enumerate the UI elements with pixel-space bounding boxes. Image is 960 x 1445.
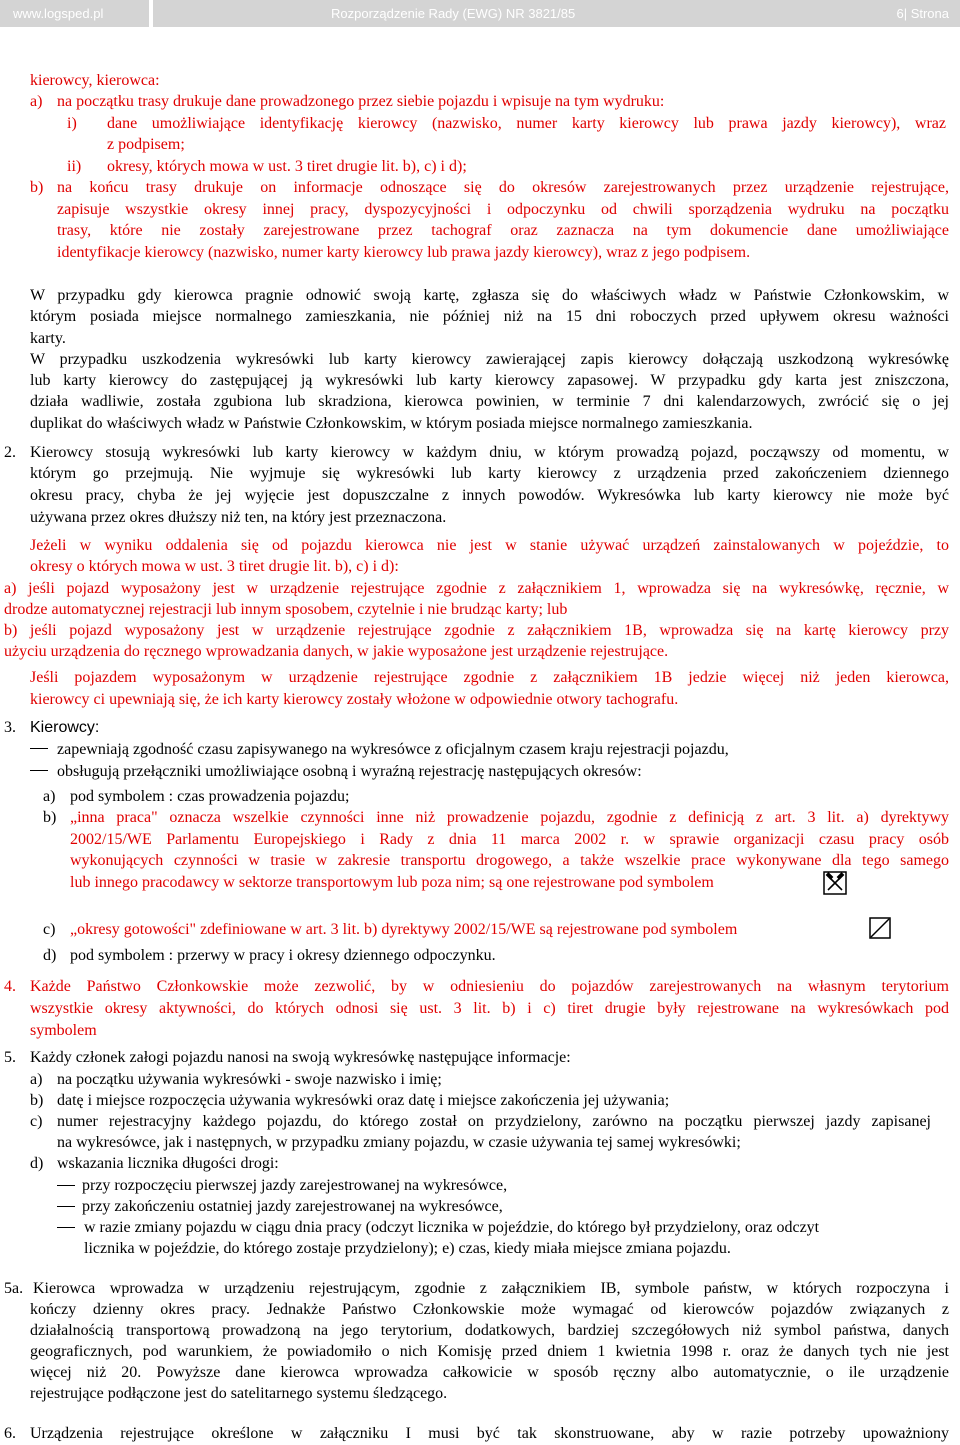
paragraph-line: okresy o których mowa w ust. 3 tiret drugie lit. b), c) i d): — [30, 558, 399, 575]
paragraph-line: „inna praca" oznacza wszelkie czynności inne niż prowadzenie pojazdu, zgodnie z definicją z art. 3 lit. a) dyrektywy — [70, 809, 949, 826]
list-item-text: zapewniają zgodność czasu zapisywanego na wykresówce z oficjalnym czasem kraju rejestracji pojazdu, — [57, 741, 729, 758]
paragraph-line: Jeżeli w wyniku oddalenia się od pojazdu kierowca nie jest w stanie używać urządzeń zainstalowanych w pojeździe, to — [30, 537, 949, 554]
paragraph-line: na wykresówce, jak i następnych, w przypadku zmiany pojazdu, w czasie używania tej samej wykresówki; — [57, 1134, 741, 1151]
list-item-text: dane umożliwiające identyfikację kierowcy (nazwisko, numer karty kierowcy lub prawa jazdy kierowcy), wraz — [107, 115, 946, 132]
paragraph-line: którym go przejmują. Nie wyjmuje się wykresówki lub karty kierowcy z urządzenia przed zakończeniem dziennego — [30, 465, 949, 482]
dash-bullet — [30, 748, 48, 749]
paragraph-line: duplikat do właściwych władz w Państwie Członkowskim, w którym posiada miejsce normalnego zamieszkania. — [30, 415, 753, 432]
list-item-text: wskazania licznika długości drogi: — [57, 1155, 279, 1172]
paragraph-line: działa wadliwie, została zgubiona lub skradziona, kierowca powinien, w terminie 7 dni kalendarzowych, zwrócić się o jej — [30, 393, 949, 410]
paragraph-line: Jeśli pojazdem wyposażonym w urządzenie rejestrujące zgodnie z załącznikiem 1B jedzie więcej niż jeden kierowca, — [30, 669, 949, 686]
list-marker: b) — [43, 809, 57, 826]
paragraph-line: b) jeśli pojazd wyposażony jest w urządzenie rejestrujące zgodnie z załącznikiem 1B, wprowadza się na kartę kierowcy przy — [4, 622, 949, 639]
list-marker: d) — [30, 1155, 44, 1172]
paragraph-line: a) jeśli pojazd wyposażony jest w urządzenie rejestrujące zgodnie z załącznikiem 1, wprowadza się na wykresówkę, ręcznie, w — [4, 580, 949, 597]
paragraph-line: lub karty kierowcy do zastępującej ją wykresówki lub karty kierowcy zapasowej. W przypadku gdy karta jest zniszczona, — [30, 372, 949, 389]
paragraph-line: używana przez okres dłuższy niż ten, na który jest przeznaczona. — [30, 509, 447, 526]
list-item-text: datę i miejsce rozpoczęcia używania wykresówki oraz datę i miejsce zakończenia jej używania; — [57, 1092, 670, 1109]
list-marker: a) — [30, 1071, 43, 1088]
paragraph-line: kończy dzienny okres pracy. Jednakże Państwo Członkowskie może wymagać od kierowców pojazdów związanych z — [30, 1301, 949, 1318]
section-number: 2. — [4, 444, 16, 461]
list-marker: c) — [43, 921, 56, 938]
paragraph-line: rejestrujące podłączone jest do satelitarnego systemu śledzącego. — [30, 1385, 448, 1402]
paragraph-line: wykonujących czynności w trasie w zakresie transportu drogowego, a także wszelkie prace wykonywane dla tego samego — [70, 852, 949, 869]
paragraph-line: 2002/15/WE Parlamentu Europejskiego i Rady z dnia 11 marca 2002 r. w sprawie organizacji czasu pracy osób — [70, 831, 949, 848]
paragraph-line: więcej niż 20. Powyższe dane kierowca wprowadza całkowicie w sposób ręczny albo automatycznie, o ile urządzenie — [30, 1364, 949, 1381]
list-marker: a) — [30, 93, 43, 110]
crossed-hammers-icon — [823, 871, 847, 895]
paragraph-line: Urządzenia rejestrujące określone w załączniku I musi być tak skonstruowane, aby w razie potrzeby upoważniony — [30, 1425, 949, 1442]
list-marker: d) — [43, 947, 57, 964]
section-number: 5. — [4, 1049, 16, 1066]
list-item-text: obsługują przełączniki umożliwiające osobną i wyraźną rejestrację następujących okresów: — [57, 763, 642, 780]
list-marker: a) — [43, 788, 56, 805]
paragraph-line: geograficznych, pod warunkiem, że powiadomiło o nich Komisję przed dniem 1 kwietnia 1998 r. oraz że danych tych nie jest — [30, 1343, 949, 1360]
list-item-text: na początku używania wykresówki - swoje nazwisko i imię; — [57, 1071, 442, 1088]
paragraph-line: Każdy członek załogi pojazdu nanosi na swoją wykresówkę następujące informacje: — [30, 1049, 571, 1066]
paragraph-line: okresu pracy, chyba że jej wyjęcie jest dopuszczalne z innych powodów. Wykresówka lub karty kierowcy nie może być — [30, 487, 949, 504]
header-bar — [153, 0, 960, 27]
paragraph-line: symbolem — [30, 1022, 97, 1039]
paragraph-line: numer rejestracyjny każdego pojazdu, do którego został on przydzielony, zarówno na początku pierwszej jazdy zapisanej — [57, 1113, 931, 1130]
section-number: 6. — [4, 1425, 16, 1442]
paragraph-line: trasy, które nie zostały zarejestrowane przez tachograf oraz zaznacza na tym dokumencie dane umożliwiające — [57, 222, 949, 239]
dash-bullet — [30, 770, 48, 771]
dash-bullet — [57, 1185, 75, 1186]
list-item-text: „okresy gotowości" zdefiniowane w art. 3 lit. b) dyrektywy 2002/15/WE są rejestrowane pod symbolem — [70, 921, 738, 938]
paragraph-line: W przypadku uszkodzenia wykresówki lub karty kierowcy zawierającej zapis kierowcy dołączają uszkodzoną wykresówkę — [30, 351, 949, 368]
paragraph-line: Każde Państwo Członkowskie może zezwolić, by w odniesieniu do pojazdów zarejestrowanych na własnym terytorium — [30, 978, 949, 995]
list-marker: b) — [30, 1092, 44, 1109]
list-item-text: z podpisem; — [107, 136, 185, 153]
list-item-text: pod symbolem : przerwy w pracy i okresy dziennego odpoczynku. — [70, 947, 496, 964]
list-marker: i) — [67, 115, 77, 132]
list-item-text: przy zakończeniu ostatniej jazdy zarejestrowanej na wykresówce, — [82, 1198, 503, 1215]
site-link[interactable]: www.logsped.pl — [0, 0, 149, 27]
paragraph-line: drodze automatycznej rejestracji lub innym sposobem, czytelnie i nie brudząc karty; lub — [4, 601, 568, 618]
paragraph-line: kierowcy ci upewniają się, że ich karty kierowcy zostały włożone w odpowiednie otwory tachografu. — [30, 691, 679, 708]
list-item-text: w razie zmiany pojazdu w ciągu dnia pracy (odczyt licznika w pojeździe, do którego był przydzielony, oraz odczyt — [84, 1219, 820, 1236]
paragraph-line: karty. — [30, 330, 66, 347]
page-number: 6| Strona — [896, 6, 949, 21]
list-marker: ii) — [67, 158, 82, 175]
section-number: 4. — [4, 978, 16, 995]
list-item-text: przy rozpoczęciu pierwszej jazdy zarejestrowanej na wykresówce, — [82, 1177, 508, 1194]
paragraph-line: na końcu trasy drukuje on informacje odnoszące się do okresów zarejestrowanych przez urządzenie rejestrujące, — [57, 179, 949, 196]
list-item-text: na początku trasy drukuje dane prowadzonego przez siebie pojazdu i wpisuje na tym wydruku: — [57, 93, 665, 110]
dash-bullet — [57, 1227, 75, 1228]
dash-bullet — [57, 1206, 75, 1207]
paragraph-line: użyciu urządzenia do ręcznego wprowadzania danych, w jakie wyposażone jest urządzenie rejestrujące. — [4, 643, 669, 660]
paragraph-line: wszystkie okresy aktywności, do których odnosi się ust. 3 lit. b) i c) tiret drugie były rejestrowane na wykresówkach pod — [30, 1000, 949, 1017]
section-label: Kierowcy: — [30, 719, 100, 736]
paragraph-line: którym posiada miejsce normalnego zamieszkania, nie później niż na 15 dni roboczych przed upływem okresu ważności — [30, 308, 949, 325]
availability-symbol-icon — [869, 917, 891, 939]
section-number: 5a. — [4, 1280, 24, 1297]
list-item-text: licznika w pojeździe, do którego zostaje przydzielony); e) czas, kiedy miała miejsce zmiana pojazdu. — [84, 1240, 731, 1257]
list-marker: c) — [30, 1113, 43, 1130]
paragraph-line: W przypadku gdy kierowca pragnie odnowić swoją kartę, zgłasza się do właściwych władz w Państwie Członkowskim, w — [30, 287, 949, 304]
document-title: Rozporządzenie Rady (EWG) NR 3821/85 — [331, 6, 576, 21]
paragraph-line: zapisuje wszystkie okresy innej pracy, dyspozycyjności i odpoczynku od chwili sporządzenia wydruku na początku — [57, 201, 949, 218]
list-item-text: pod symbolem : czas prowadzenia pojazdu; — [70, 788, 350, 805]
list-marker: b) — [30, 179, 44, 196]
paragraph-line: Kierowcy stosują wykresówki lub karty kierowcy w każdym dniu, w którym prowadzą pojazd, począwszy od momentu, w — [30, 444, 949, 461]
paragraph-line: działalnością transportową prowadzoną na jego terytorium, dodatkowych, bardziej szczegółowych niż symbol państwa, danych — [30, 1322, 949, 1339]
intro-label: kierowcy, kierowca: — [30, 72, 160, 89]
paragraph-line: lub innego pracodawcy w sektorze transportowym lub poza nim; są one rejestrowane pod symbolem — [70, 874, 714, 891]
list-item-text: okresy, których mowa w ust. 3 tiret drugie lit. b), c) i d); — [107, 158, 467, 175]
section-number: 3. — [4, 719, 16, 736]
paragraph-line: identyfikacje kierowcy (nazwisko, numer karty kierowcy lub prawa jazdy kierowcy), wraz z jego podpisem. — [57, 244, 751, 261]
paragraph-line: Kierowca wprowadza w urządzeniu rejestrującym, zgodnie z załącznikiem IB, symbole państw, w których rozpoczyna i — [33, 1280, 949, 1297]
